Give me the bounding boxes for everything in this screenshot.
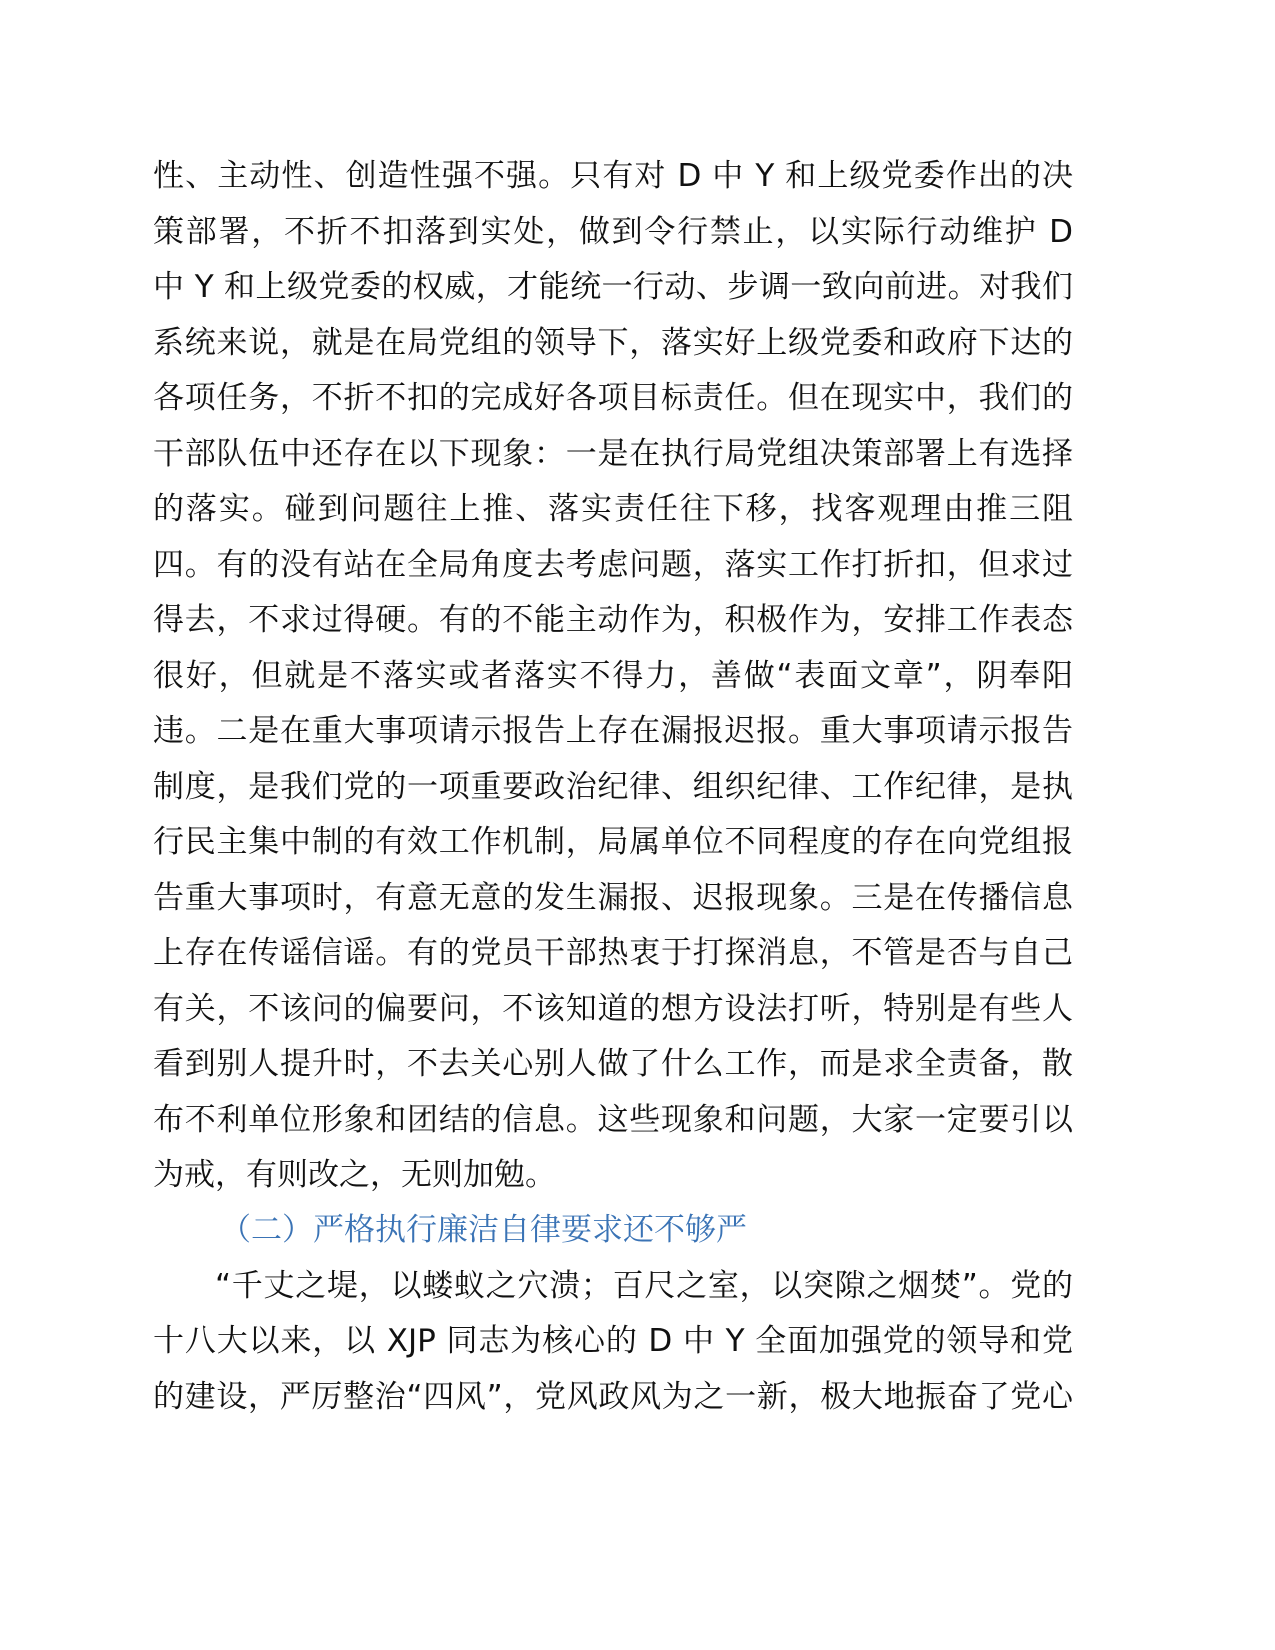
body-text-line-indented: “千丈之堤，以蝼蚁之穴溃；百尺之室，以突隙之烟焚”。党的	[215, 1268, 1073, 1304]
body-text-line: 四。有的没有站在全局角度去考虑问题，落实工作打折扣，但求过	[153, 547, 1073, 583]
body-text-line: 的落实。碰到问题往上推、落实责任往下移，找客观理由推三阻	[153, 491, 1073, 527]
body-text-line: 干部队伍中还存在以下现象：一是在执行局党组决策部署上有选择	[153, 436, 1073, 472]
body-text-line: 系统来说，就是在局党组的领导下，落实好上级党委和政府下达的	[153, 325, 1073, 361]
body-text-line: 有关，不该问的偏要问，不该知道的想方设法打听，特别是有些人	[153, 991, 1073, 1027]
body-text-line: 的建设，严厉整治“四风”，党风政风为之一新，极大地振奋了党心	[153, 1379, 1073, 1415]
body-text-line: 看到别人提升时，不去关心别人做了什么工作，而是求全责备，散	[153, 1046, 1073, 1082]
body-text-line: 制度，是我们党的一项重要政治纪律、组织纪律、工作纪律，是执	[153, 769, 1073, 805]
body-text-line: 中 Y 和上级党委的权威，才能统一行动、步调一致向前进。对我们	[153, 269, 1073, 305]
body-text-line: 性、主动性、创造性强不强。只有对 D 中 Y 和上级党委作出的决	[153, 158, 1073, 194]
body-text-line: 违。二是在重大事项请示报告上存在漏报迟报。重大事项请示报告	[153, 713, 1073, 749]
body-text-line: 布不利单位形象和团结的信息。这些现象和问题，大家一定要引以	[153, 1102, 1073, 1138]
body-text-line-last: 为戒，有则改之，无则加勉。	[153, 1157, 556, 1193]
body-text-line: 行民主集中制的有效工作机制，局属单位不同程度的存在向党组报	[153, 824, 1073, 860]
body-text-line: 十八大以来，以 XJP 同志为核心的 D 中 Y 全面加强党的领导和党	[153, 1323, 1073, 1359]
body-text-line: 得去，不求过得硬。有的不能主动作为，积极作为，安排工作表态	[153, 602, 1073, 638]
body-text-line: 各项任务，不折不扣的完成好各项目标责任。但在现实中，我们的	[153, 380, 1073, 416]
body-text-line: 策部署，不折不扣落到实处，做到令行禁止，以实际行动维护 D	[153, 214, 1073, 250]
body-text-line: 上存在传谣信谣。有的党员干部热衷于打探消息，不管是否与自己	[153, 935, 1073, 971]
body-text-line: 很好，但就是不落实或者落实不得力，善做“表面文章”，阴奉阳	[153, 658, 1073, 694]
body-text-line: 告重大事项时，有意无意的发生漏报、迟报现象。三是在传播信息	[153, 880, 1073, 916]
section-heading: （二）严格执行廉洁自律要求还不够严	[220, 1212, 747, 1248]
